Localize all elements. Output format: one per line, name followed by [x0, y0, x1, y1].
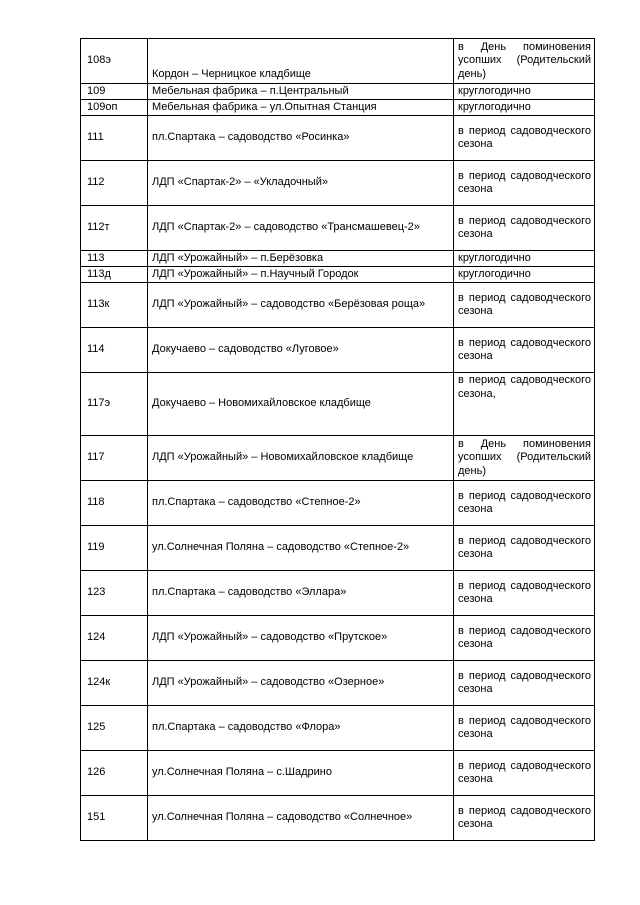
route-name: ул.Солнечная Поляна – садоводство «Степное-2»: [148, 526, 454, 571]
route-name: Докучаево – садоводство «Луговое»: [148, 328, 454, 373]
route-period: в период садоводческого сезона: [454, 283, 595, 328]
route-name: Докучаево – Новомихайловское кладбище: [148, 373, 454, 436]
route-number: 117э: [81, 373, 148, 436]
route-name: пл.Спартака – садоводство «Степное-2»: [148, 481, 454, 526]
route-name: ЛДП «Урожайный» – садоводство «Озерное»: [148, 661, 454, 706]
route-period: в период садоводческого сезона: [454, 661, 595, 706]
route-period: круглогодично: [454, 100, 595, 116]
route-number: 124: [81, 616, 148, 661]
route-number: 108э: [81, 39, 148, 84]
route-name: Кордон – Черницкое кладбище: [148, 39, 454, 84]
route-period: в период садоводческого сезона: [454, 526, 595, 571]
route-number: 109оп: [81, 100, 148, 116]
table-row: [81, 481, 595, 526]
route-period: в период садоводческого сезона,: [454, 373, 595, 436]
route-period: в период садоводческого сезона: [454, 751, 595, 796]
table-row: [81, 283, 595, 328]
route-number: 118: [81, 481, 148, 526]
route-name: ЛДП «Спартак-2» – «Укладочный»: [148, 161, 454, 206]
table-row: [81, 39, 595, 84]
route-number: 123: [81, 571, 148, 616]
table-row: [81, 100, 595, 116]
table-row: [81, 526, 595, 571]
route-number: 113: [81, 251, 148, 267]
table-row: [81, 436, 595, 481]
table-row: [81, 206, 595, 251]
table-row: [81, 251, 595, 267]
route-number: 113к: [81, 283, 148, 328]
route-period: в День поминовения усопших (Родительский день): [454, 436, 595, 481]
route-number: 111: [81, 116, 148, 161]
table-row: [81, 116, 595, 161]
route-name: ул.Солнечная Поляна – садоводство «Солнечное»: [148, 796, 454, 841]
route-name: пл.Спартака – садоводство «Эллара»: [148, 571, 454, 616]
route-number: 112: [81, 161, 148, 206]
route-period: в День поминовения усопших (Родительский день): [454, 39, 595, 84]
route-number: 117: [81, 436, 148, 481]
table-row: [81, 616, 595, 661]
table-row: [81, 84, 595, 100]
route-number: 124к: [81, 661, 148, 706]
route-name: ЛДП «Урожайный» – садоводство «Прутское»: [148, 616, 454, 661]
routes-table: [80, 38, 595, 841]
route-number: 151: [81, 796, 148, 841]
route-period: в период садоводческого сезона: [454, 116, 595, 161]
route-period: круглогодично: [454, 267, 595, 283]
route-period: в период садоводческого сезона: [454, 328, 595, 373]
table-row: [81, 161, 595, 206]
route-name: ЛДП «Урожайный» – п.Научный Городок: [148, 267, 454, 283]
route-period: в период садоводческого сезона: [454, 706, 595, 751]
table-row: [81, 328, 595, 373]
route-period: в период садоводческого сезона: [454, 796, 595, 841]
route-number: 109: [81, 84, 148, 100]
table-row: [81, 706, 595, 751]
route-name: ЛДП «Урожайный» – Новомихайловское кладбище: [148, 436, 454, 481]
table-row: [81, 373, 595, 436]
route-period: круглогодично: [454, 84, 595, 100]
route-number: 125: [81, 706, 148, 751]
route-period: в период садоводческого сезона: [454, 161, 595, 206]
table-row: [81, 571, 595, 616]
route-period: в период садоводческого сезона: [454, 206, 595, 251]
route-name: Мебельная фабрика – п.Центральный: [148, 84, 454, 100]
route-name: ЛДП «Спартак-2» – садоводство «Трансмашевец-2»: [148, 206, 454, 251]
route-number: 119: [81, 526, 148, 571]
route-number: 113д: [81, 267, 148, 283]
table-row: [81, 751, 595, 796]
table-row: [81, 796, 595, 841]
table-row: [81, 267, 595, 283]
route-name: пл.Спартака – садоводство «Росинка»: [148, 116, 454, 161]
route-number: 112т: [81, 206, 148, 251]
route-number: 114: [81, 328, 148, 373]
route-period: в период садоводческого сезона: [454, 616, 595, 661]
route-number: 126: [81, 751, 148, 796]
route-name: ЛДП «Урожайный» – садоводство «Берёзовая роща»: [148, 283, 454, 328]
table-row: [81, 661, 595, 706]
route-period: круглогодично: [454, 251, 595, 267]
route-period: в период садоводческого сезона: [454, 481, 595, 526]
route-name: пл.Спартака – садоводство «Флора»: [148, 706, 454, 751]
route-name: Мебельная фабрика – ул.Опытная Станция: [148, 100, 454, 116]
route-period: в период садоводческого сезона: [454, 571, 595, 616]
route-name: ЛДП «Урожайный» – п.Берёзовка: [148, 251, 454, 267]
route-name: ул.Солнечная Поляна – с.Шадрино: [148, 751, 454, 796]
